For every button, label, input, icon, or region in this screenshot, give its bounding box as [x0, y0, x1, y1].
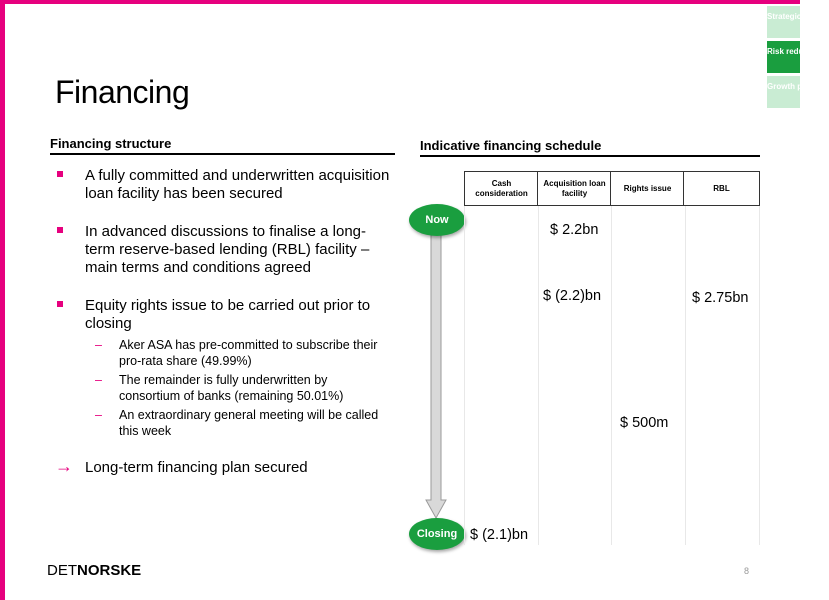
sub-bullet-text: An extraordinary general meeting will be called this week [119, 408, 379, 438]
col-header-rbl: RBL [683, 171, 760, 206]
column-divider [611, 206, 612, 545]
arrow-right-icon: → [55, 456, 73, 476]
rights-issue-value: $ 500m [620, 415, 669, 431]
column-divider [464, 206, 465, 545]
column-divider [685, 206, 686, 545]
conclusion-item [55, 456, 390, 477]
cash-consideration-value: $ (2.1)bn [470, 527, 529, 543]
financing-schedule-heading: Indicative financing schedule [420, 138, 760, 157]
bullet-item [55, 167, 390, 203]
page-number: 8 [744, 566, 750, 576]
bullet-item [55, 297, 390, 439]
sub-bullet-item [85, 372, 390, 404]
timeline-arrow-icon [425, 232, 447, 522]
bullet-item [55, 223, 390, 277]
column-divider [759, 206, 760, 545]
column-divider [538, 206, 539, 545]
sub-bullet-text: The remainder is fully underwritten by consortium of banks (remaining 50.01%) [119, 373, 344, 403]
rbl-value: $ 2.75bn [692, 290, 749, 306]
bullet-text: In advanced discussions to finalise a long-term reserve-based lending (RBL) facility – main terms and conditions agreed [85, 223, 370, 276]
dash-icon: – [95, 373, 102, 387]
side-tab-strategic-fit[interactable]: Strategic fit [767, 6, 800, 38]
sub-bullet-list [85, 337, 390, 439]
sub-bullet-text: Aker ASA has pre-committed to subscribe their pro-rata share (49.99%) [119, 338, 378, 368]
bullet-text: Equity rights issue to be carried out prior to closing [85, 297, 371, 332]
acq-loan-drawn-value: $ 2.2bn [550, 222, 599, 238]
dash-icon: – [95, 338, 102, 352]
financing-structure-heading: Financing structure [50, 136, 395, 155]
sub-bullet-item [85, 407, 390, 439]
bullet-square-icon [57, 227, 63, 233]
logo-text-light: DET [47, 562, 77, 579]
side-tab-risk-reduction[interactable]: Risk reduction [767, 41, 800, 73]
bullet-square-icon [57, 171, 63, 177]
sub-bullet-item [85, 337, 390, 369]
dash-icon: – [95, 408, 102, 422]
page-title: Financing [55, 74, 190, 110]
top-accent-bar [0, 0, 800, 4]
now-marker: Now [409, 204, 465, 236]
side-tab-growth-platform[interactable]: Growth platform [767, 76, 800, 108]
col-header-acquisition-loan: Acquisition loan facility [537, 171, 612, 206]
col-header-rights-issue: Rights issue [610, 171, 685, 206]
financing-schedule-table [464, 171, 760, 545]
bullet-square-icon [57, 301, 63, 307]
bullet-text: A fully committed and underwritten acquisition loan facility has been secured [85, 167, 390, 202]
closing-marker: Closing [409, 518, 465, 550]
company-logo [47, 562, 141, 579]
col-header-cash-consideration: Cash consideration [464, 171, 539, 206]
conclusion-text: Long-term financing plan secured [85, 459, 308, 476]
logo-text-bold: NORSKE [77, 562, 142, 579]
bullet-list [55, 167, 390, 477]
acq-loan-repaid-value: $ (2.2)bn [543, 288, 602, 304]
left-accent-bar [0, 0, 5, 600]
